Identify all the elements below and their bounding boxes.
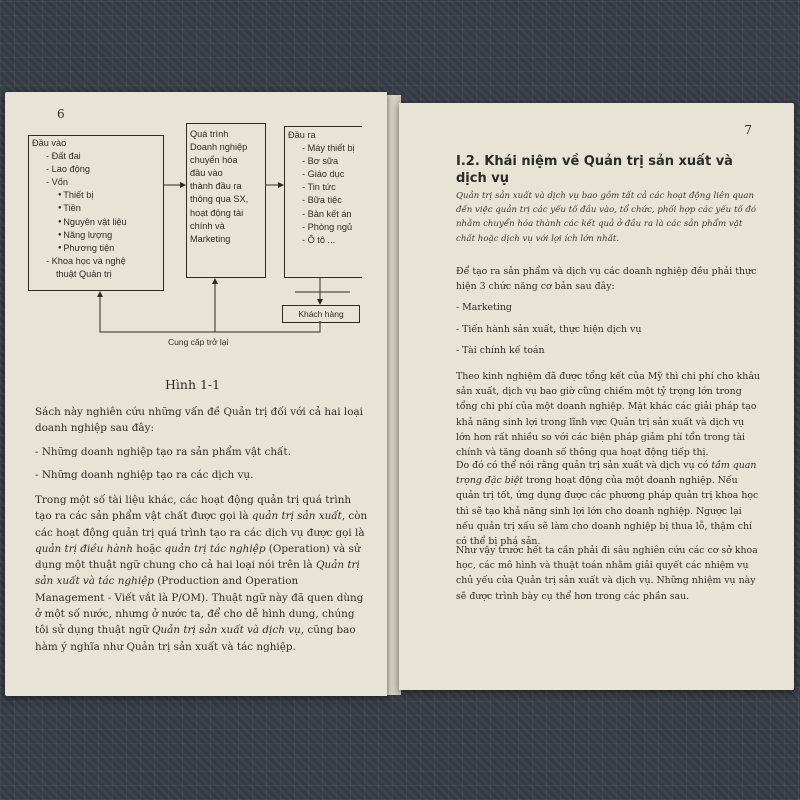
process-line: thành đầu ra [190, 181, 242, 192]
feedback-label: Cung cấp trở lại [168, 337, 229, 347]
left-page [5, 92, 387, 696]
input-item: thuật Quản trị [56, 268, 112, 279]
output-item: - Máy thiết bị [302, 143, 355, 154]
output-item: - Giáo dục [302, 169, 345, 180]
input-item: - Khoa học và nghệ [46, 255, 126, 266]
output-item: - Ô tô ... [302, 234, 336, 245]
output-item: - Phòng ngủ [302, 221, 353, 232]
left-bullet-1: - Những doanh nghiệp tạo ra sản phẩm vật chất. [35, 446, 291, 458]
input-sub-item: ● Phương tiện [32, 242, 163, 255]
right-paragraph-4: Như vậy trước hết ta cần phải đi sâu nghiên cứu các cơ sở khoa học, các mô hình và thuật toán nhằm giải quyết các nhiệm vụ chủ yếu của Quản trị sản xuất và dịch vụ. Những nhiệm vụ này sẽ được trình bày cụ thể hơn trong các phần sau. [456, 545, 758, 602]
process-line: Marketing [190, 233, 231, 244]
process-line: thông qua SX, [190, 194, 249, 205]
left-paragraph-2: Trong một số tài liệu khác, các hoạt động quản trị quá trình tạo ra các sản phẩm vật chất được gọi là quản trị sản xuất, còn các hoạt động quản trị quá trình tạo ra các dịch vụ được gọi là quản trị điều hành hoặc quản trị tác nghiệp (Operation) và sử dụng một thuật ngữ chung cho cả hai loại nói trên là Quản trị sản xuất và tác nghiệp (Production and Operation Management - Viết vắt là P/OM). Thuật ngữ này đã quen dùng ở một số nước, nhưng ở nước ta, để cho dễ hình dung, chúng tôi sử dụng thuật ngữ Quản trị sản xuất và dịch vụ, cũng bao hàm ý nghĩa như Quản trị sản xuất và tác nghiệp. [35, 494, 368, 653]
right-intro: Quản trị sản xuất và dịch vụ bao gồm tất cả các hoạt động liên quan đến việc quản trị các yếu tố đầu vào, tổ chức, phối hợp các yếu tố đó nhằm chuyển hóa thành các kết quả ở đầu ra là các sản phẩm vật chất hoặc dịch vụ với lợi ích lớn nhất. [456, 191, 757, 244]
diagram-connectors [5, 92, 387, 352]
input-sub-item: ● Năng lượng [32, 229, 163, 242]
output-item: - Tin tức [302, 182, 336, 193]
figure-caption: Hình 1-1 [165, 377, 221, 392]
outputs-title: Đầu ra [288, 130, 316, 140]
input-item: - Đất đai [46, 151, 81, 162]
input-item: - Lao động [46, 164, 90, 175]
process-line: Doanh nghiệp [190, 142, 248, 153]
left-paragraph-1: Sách này nghiên cứu những vấn đề Quản trị đối với cả hai loại doanh nghiệp sau đây: [35, 406, 363, 435]
right-paragraph-3: Do đó có thể nói rằng quản trị sản xuất và dịch vụ có tầm quan trọng đặc biệt trong hoạt động của một doanh nghiệp. Nếu quản trị tốt, ứng dụng được các phương pháp quản trị khoa học thì sẽ tạo khả năng sinh lợi lớn cho doanh nghiệp. Ngược lại nếu quản trị xấu sẽ làm cho doanh nghiệp bị thua lỗ, thậm chí có thể bị phá sản. [456, 460, 759, 548]
page-number-right: 7 [744, 123, 752, 137]
left-bullet-2: - Những doanh nghiệp tạo ra các dịch vụ. [35, 469, 254, 481]
input-sub-item: ● Thiết bị [32, 189, 163, 202]
process-line: chuyển hóa [190, 155, 238, 166]
page-number-left: 6 [57, 107, 65, 121]
input-item: - Vốn [46, 177, 68, 188]
feedback-loop-line [100, 292, 320, 332]
right-page [399, 103, 794, 690]
right-bullet-1: - Marketing [456, 302, 512, 313]
process-line: chính và [190, 220, 225, 231]
right-bullet-3: - Tài chính kế toán [456, 345, 545, 356]
input-sub-item: ● Tiền [32, 202, 163, 215]
output-item: - Bản kết án [302, 208, 352, 219]
process-line: Quá trình [190, 129, 229, 139]
process-line: đầu vào [190, 168, 223, 179]
output-item: - Bữa tiệc [302, 195, 342, 206]
right-paragraph-2: Theo kinh nghiệm đã được tổng kết của Mỹ thì chi phí cho khâu sản xuất, dịch vụ bao giờ cũng chiếm một tỷ trọng lớn trong tổng chi phí của một doanh nghiệp. Mặt khác các giải pháp tạo khả năng sinh lợi trong lĩnh vực Quản trị sản xuất và dịch vụ lớn hơn rất nhiều so với các biện pháp giảm phí tổn trong tài chính và tăng doanh số thông qua hoạt động tiếp thị. [456, 371, 760, 459]
output-item: - Bơ sữa [302, 156, 339, 167]
right-bullet-2: - Tiến hành sản xuất, thực hiện dịch vụ [456, 324, 642, 335]
input-sub-item: ● Nguyên vật liệu [32, 216, 163, 229]
inputs-title: Đầu vào [32, 138, 67, 148]
right-paragraph-1: Để tạo ra sản phẩm và dịch vụ các doanh nghiệp đều phải thực hiện 3 chức năng cơ bản sau đây: [456, 266, 757, 293]
customer-label: Khách hàng [298, 309, 344, 319]
process-line: hoạt động tài [190, 207, 244, 218]
section-heading: I.2. Khái niệm về Quản trị sản xuất và dịch vụ [456, 154, 733, 186]
